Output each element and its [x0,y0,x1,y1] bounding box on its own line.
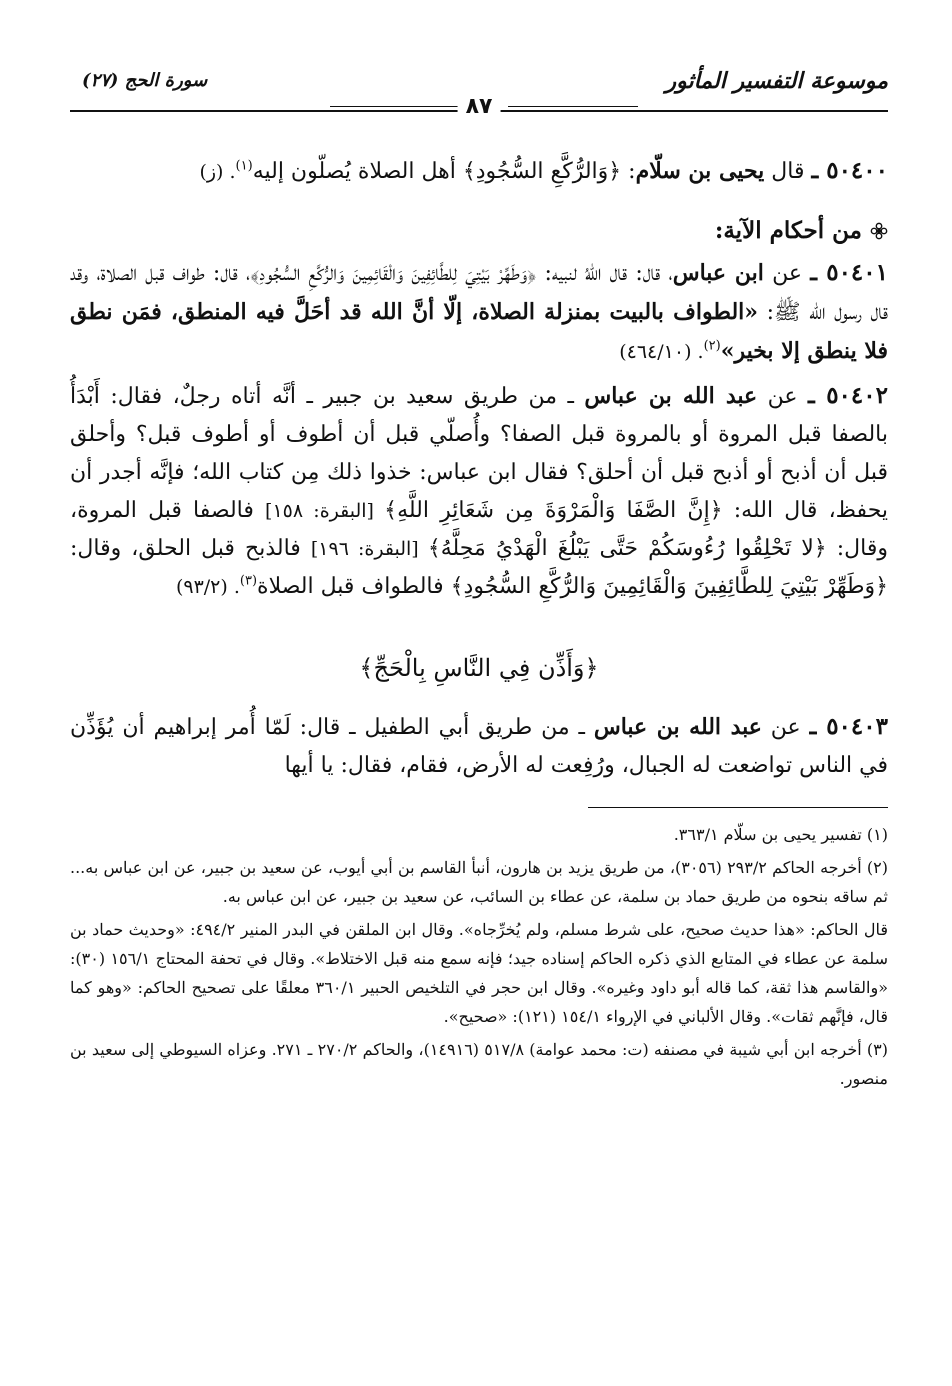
ayah-heading: ﴿وَأَذِّن فِي النَّاسِ بِالْحَجِّ﴾ [359,654,599,682]
narration-number: ٥٠٤٠٣ ـ [809,713,888,740]
narration-number: ٥٠٤٠٠ ـ [811,157,888,184]
source-ref: . (٩٣/٢) [175,576,240,598]
surah-label: سورة الحج (٢٧) [82,70,208,91]
narration-text: ، قال: قال اللهُ لنبيه: [536,261,673,286]
narration-text: : [621,159,636,184]
quran-quote: ﴿لا تَحْلِقُوا رُءُوسَكُمْ حَتَّى يَبْلُغَ الْهَدْيُ مَحِلَّهُ﴾ [427,536,827,561]
narration-text: ـ من طريق أبي الطفيل ـ قال: لَمّا أُمر إبراهيم أن يُؤَذِّن في الناس تواضعت له الجبال، ورُفِعت له الأرض، فقام، فقال: يا أيها [70,715,888,778]
page [70,60,888,1097]
narration-text: قال [764,159,812,184]
quran-quote: ﴿وَطَهِّرْ بَيْتِيَ لِلطَّائِفِينَ وَالْقَائِمِينَ وَالرُّكَّعِ السُّجُودِ﴾ [450,574,888,599]
narrator-name: ابن عباس [672,260,764,286]
source-ref: . (٤٦٤/١٠) [619,341,704,363]
narration-text: عن [757,384,808,409]
narration-text: فالذبح قبل الحلق، وقال: [70,536,311,561]
header-ornament-right [508,106,638,112]
narrator-name: عبد الله بن عباس [584,383,758,409]
hadith-text: «الطواف بالبيت بمنزلة الصلاة، إلّا أنَّ الله قد أحَلَّ فيه المنطق، فمَن نطق فلا ينطق إلا بخير» [70,299,888,364]
footnote-1: (١) تفسير يحيى بن سلّام ٣٦٣/١. [673,825,888,844]
narration-text: ـ من طريق سعيد بن جبير ـ أنَّه أتاه رجلٌ، فقال: أَبْدَأُ بالصفا قبل المروة أو بالمروة قبل الصفا؟ وأُصلّي قبل أن أطوف أو أطوف قبل؟ وأحلق قبل أن أذبح أو أذبح قبل أن أحلق؟ فقال ابن عباس: خذوا ذلك مِن كتاب الله؛ فإنَّه أجدر أن يحفظ، قال الله: [70,384,889,523]
narrator-name: عبد الله بن عباس [593,714,762,740]
footnotes [70,820,888,1093]
narration-50400 [70,152,888,191]
footnote-2-grading: قال الحاكم: «هذا حديث صحيح، على شرط مسلم، ولم يُخرِّجاه». وقال ابن الملقن في البدر المنير ٤٩٤/٢: «وحديث حماد بن سلمة عن عطاء في المتابع الذي ذكره الحاكم إسناده جيد؛ فإنه سمع منه قبل الاختلاط». وقال في تحفة المحتاج ١٥٦/١ (٣٠): «والقاسم هذا ثقة، كما قاله أبو داود وغيره». وقال ابن حجر في التلخيص الحبير ٣٦٠/١ معلقًا على تصحيح الحاكم: «وهو كما قال، فإنَّهم ثقات». وقال الألباني في الإرواء ١٥٤/١ (١٢١): «صحيح». [70,920,889,1026]
quran-quote: ﴿وَالرُّكَّعِ السُّجُودِ﴾ [462,159,622,184]
section-heading-text: من أحكام الآية: [714,217,862,244]
book-title: موسوعة التفسير المأثور [665,68,888,94]
footnote-marker[interactable]: (١) [235,158,253,174]
narration-text: ، قال: طواف قبل الصلاة، وقد قال رسول الله ﷺ: [70,261,889,325]
source-ref: . (ز) [199,161,236,183]
narration-number: ٥٠٤٠٢ ـ [807,382,888,409]
narration-50401 [70,254,888,371]
narration-text: أهل الصلاة يُصلّون إليه [252,159,463,184]
footnote-3: (٣) أخرجه ابن أبي شيبة في مصنفه (ت: محمد عوامة) ٥١٧/٨ (١٤٩١٦)، والحاكم ٢٧٠/٢ ـ ٢٧١. وعزاه السيوطي إلى سعيد بن منصور. [70,1040,889,1088]
footnote-marker[interactable]: (٣) [239,573,258,589]
narration-text: فالصفا قبل المروة، وقال: [70,498,888,561]
quran-quote: ﴿إِنَّ الصَّفَا وَالْمَرْوَةَ مِن شَعَائِرِ اللَّهِ﴾ [384,498,723,523]
page-number: ٨٧ [458,94,501,119]
narration-50402 [70,377,888,606]
footnote-2: (٢) أخرجه الحاكم ٢٩٣/٢ (٣٠٥٦)، من طريق يزيد بن هارون، أنبأ القاسم بن أبي أيوب، عن سعيد بن جبير، عن ابن عباس به... ثم ساقه بنحوه من طريق حماد بن سلمة، عن عطاء بن السائب، عن سعيد بن جبير، عن ابن عباس به. [70,858,889,906]
narration-text: فالطواف قبل الصلاة [257,574,451,599]
narrator-name: يحيى بن سلّام [635,158,765,184]
narration-text: عن [763,261,811,286]
section-heading [70,217,888,244]
flower-ornament-icon [870,222,888,240]
footnote-divider [588,807,888,808]
narration-number: ٥٠٤٠١ ـ [810,259,888,286]
narration-text: عن [761,715,810,740]
surah-citation: [البقرة: ١٩٦] [310,538,428,560]
surah-citation: [البقرة: ١٥٨] [265,500,385,522]
footnote-marker[interactable]: (٢) [703,338,721,354]
page-header [70,60,888,118]
header-ornament-left [330,106,460,112]
narration-50403 [70,708,888,785]
quran-quote: ﴿وَطَهِّرْ بَيْتِيَ لِلطَّائِفِينَ وَالْقَائِمِينَ وَالرُّكَّعِ السُّجُودِ﴾ [250,261,537,286]
